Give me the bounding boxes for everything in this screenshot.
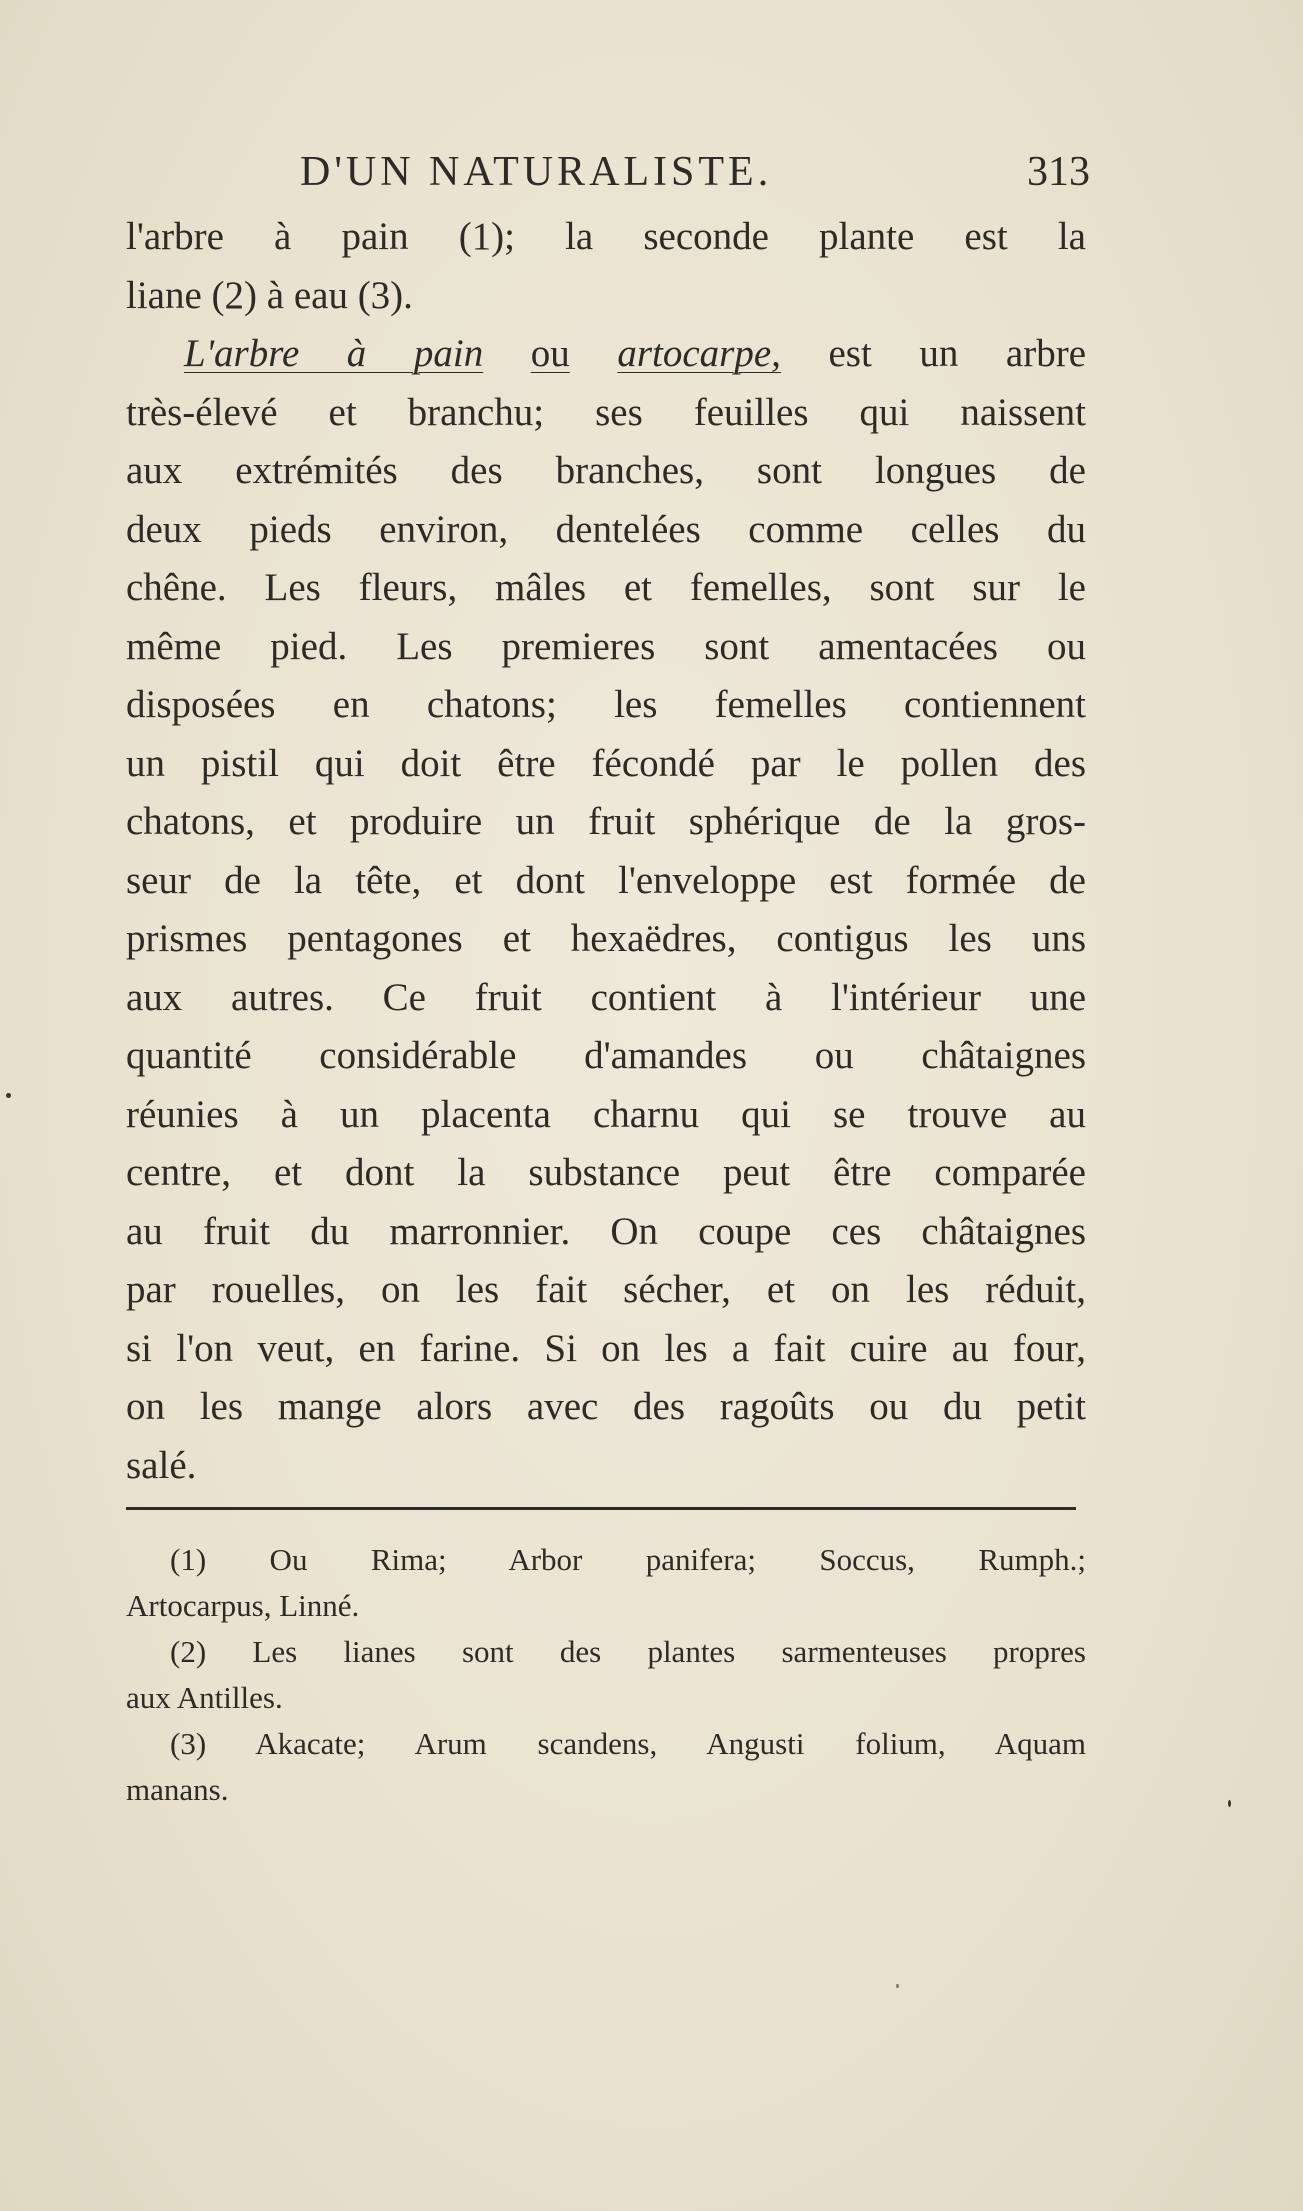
footnote-1-line: Artocarpus, Linné. [126,1588,360,1623]
text-line: quantité considérable d'amandes ou châtaignes [126,1034,1086,1077]
text-line: liane (2) à eau (3). [126,273,413,317]
text-line: salé. [126,1443,197,1487]
footnote-3-line: (3) Akacate; Arum scandens, Angusti folium, Aquam [170,1726,1086,1761]
running-title: D'UN NATURALISTE. [300,149,773,195]
italic-term-artocarpe: artocarpe, [617,332,781,375]
text-line: disposées en chatons; les femelles contiennent [126,683,1086,726]
text-line: très-élevé et branchu; ses feuilles qui naissent [126,390,1086,434]
text-line: seur de la tête, et dont l'enveloppe est formée de [126,858,1086,902]
footnote-2-line: aux Antilles. [126,1680,283,1715]
text-line: on les mange alors avec des ragoûts ou du petit [126,1385,1086,1428]
text-fragment: ou [530,332,570,375]
text-line: même pied. Les premieres sont amentacées ou [126,624,1086,668]
footnotes [126,1537,1086,1813]
page-header [300,142,1090,202]
text-line: l'arbre à pain (1); la seconde plante est la [126,215,1086,258]
text-line: par rouelles, on les fait sécher, et on les réduit, [126,1268,1086,1311]
text-line [126,325,1086,384]
text-line: chatons, et produire un fruit sphérique de la gros- [126,800,1086,843]
main-text [126,208,1086,1495]
footnote-3-line: manans. [126,1772,229,1807]
ink-speck [1228,1800,1231,1807]
footnote-1-line: (1) Ou Rima; Arbor panifera; Soccus, Rumph.; [170,1542,1086,1577]
text-line: au fruit du marronnier. On coupe ces châtaignes [126,1209,1086,1253]
ink-speck [896,1984,899,1988]
text-line: chêne. Les fleurs, mâles et femelles, sont sur le [126,566,1086,609]
text-line: un pistil qui doit être fécondé par le pollen des [126,741,1086,785]
text-line: aux extrémités des branches, sont longues de [126,449,1086,492]
page-number: 313 [1027,149,1090,195]
ink-speck [6,1093,11,1098]
text-line: réunies à un placenta charnu qui se trouve au [126,1092,1086,1136]
text-line: aux autres. Ce fruit contient à l'intérieur une [126,975,1086,1019]
text-line: si l'on veut, en farine. Si on les a fait cuire au four, [126,1326,1086,1370]
text-fragment: est un arbre [828,332,1087,375]
text-line: deux pieds environ, dentelées comme celles du [126,507,1086,551]
text-line: prismes pentagones et hexaëdres, contigus les uns [126,917,1086,960]
footnote-separator [126,1507,1076,1510]
italic-term-arbre-a-pain: L'arbre à pain [184,332,484,375]
text-line: centre, et dont la substance peut être comparée [126,1151,1086,1194]
footnote-2-line: (2) Les lianes sont des plantes sarmenteuses propres [170,1634,1086,1669]
